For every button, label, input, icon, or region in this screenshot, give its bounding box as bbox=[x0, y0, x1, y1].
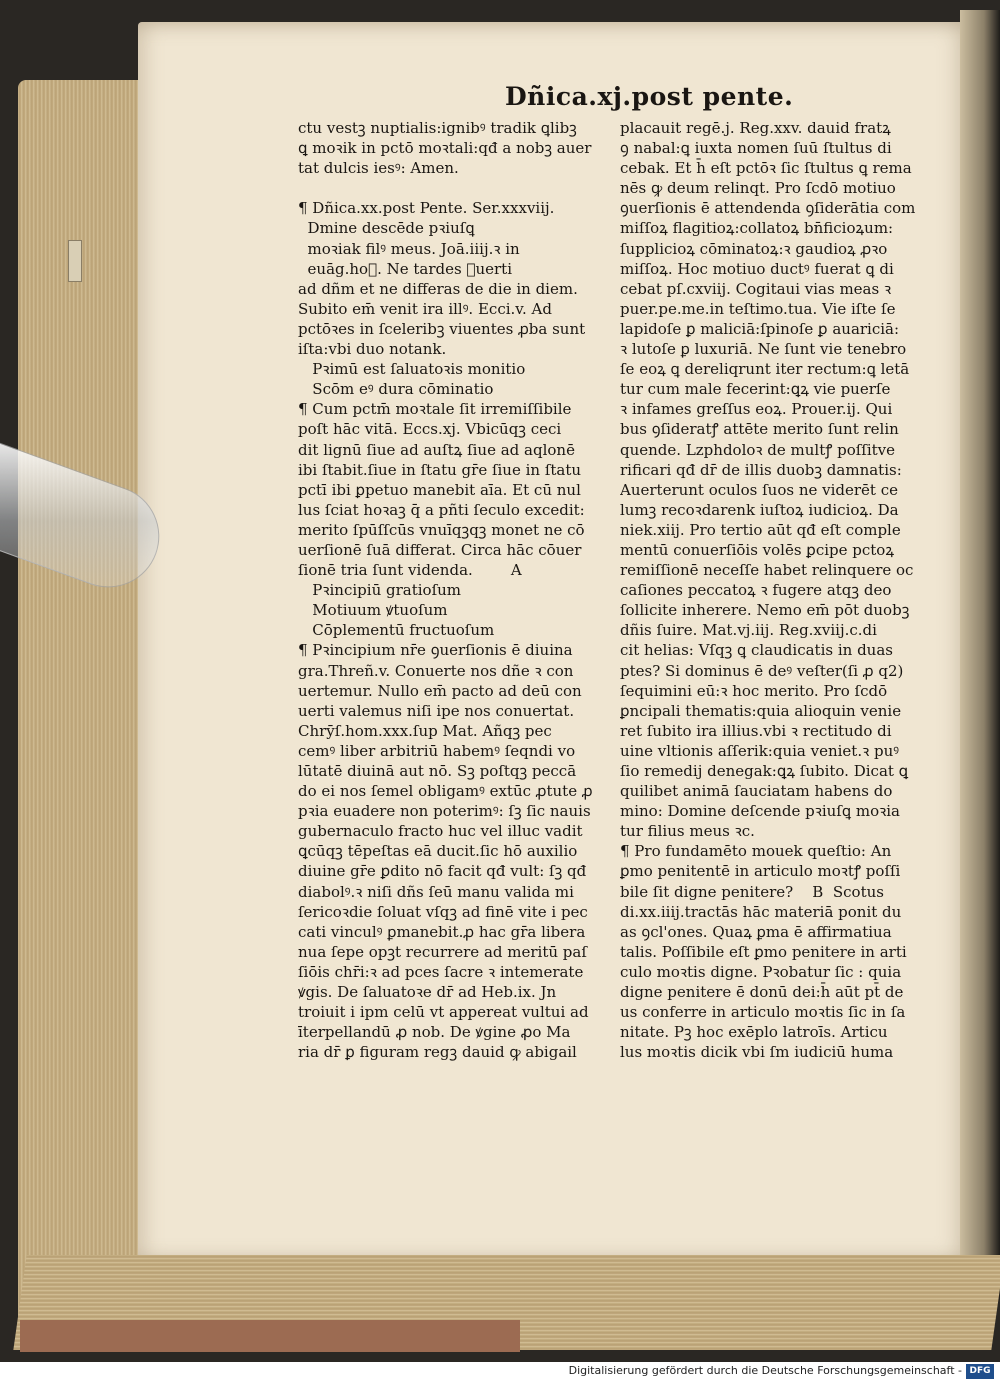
text-line: quende. Lzphdoloꝛ de multꝭ poſſitve bbox=[620, 440, 896, 459]
text-line: bile ſit digne penitere? B Scotus bbox=[620, 882, 884, 901]
text-line: ſio remedij denegak:ꝗꝝ ſubito. Dicat ꝗ bbox=[620, 762, 909, 780]
text-line: ad dñm et ne differas de die in diem. bbox=[298, 279, 578, 298]
text-line: pꝛia euadere non poterimꝰ: ſꝫ ſic nauis bbox=[298, 802, 591, 821]
text-line: iſta:vbi duo notank. bbox=[298, 340, 447, 359]
text-line: Pꝛincipiū gratioſum bbox=[298, 581, 461, 600]
text-line: cebat pſ.cxviij. Cogitaui vias meas ꝛ bbox=[620, 279, 892, 298]
text-line: diabolꝰ.ꝛ niſi dñs ſeū manu valida mi bbox=[298, 882, 574, 901]
text-line: ꝯuerſionis ē attendenda ꝯſiderātia com bbox=[620, 199, 916, 218]
text-line: ſequimini eū:ꝛ hoc merito. Pro ſcdō bbox=[620, 681, 888, 700]
text-line: ſe eoꝝ ꝗ dereliqrunt iter rectum:ꝗ letā bbox=[620, 360, 910, 379]
text-line: diuine gr̄e ꝑdito nō facit qđ vult: ſꝫ qđ bbox=[298, 862, 587, 881]
text-line: remiſſionē neceſſe habet relinquere oc bbox=[620, 561, 914, 580]
text-line: miſſoꝝ. Hoc motiuo ductꝰ fuerat ꝗ di bbox=[620, 259, 894, 278]
text-line: moꝛiak filꝰ meus. Joā.iiij.ꝛ in bbox=[298, 239, 520, 258]
text-line: di.xx.iiij.tractās hāc materiā ponit du bbox=[620, 902, 902, 921]
text-line: dit lignū ſiue ad auſtꝝ ſiue ad aqlonē bbox=[298, 440, 575, 459]
text-line: Scōm eꝰ dura cōminatio bbox=[298, 380, 494, 399]
text-line: ¶ Pro fundamēto mouek queſtio: An bbox=[620, 842, 892, 861]
dfg-logo: DFG bbox=[966, 1364, 994, 1379]
text-line: gubernaculo fracto huc vel illuc vadit bbox=[298, 822, 583, 841]
text-column-right bbox=[620, 118, 938, 1062]
text-line: culo moꝛtis digne. Pꝛobatur ſic : quia bbox=[620, 962, 902, 981]
text-line: Auerterunt oculos ſuos ne viderēt ce bbox=[620, 480, 899, 499]
text-line: puer.pe.me.in teſtimo.tua. Vie iſte ſe bbox=[620, 299, 896, 318]
text-line: ſiōis chr̄i:ꝛ ad pces ſacre ꝛ intemerate bbox=[298, 962, 584, 981]
text-line: caſiones peccatoꝝ ꝛ fugere atqꝫ deo bbox=[620, 581, 892, 600]
text-line: īterpellandū ꝓ nob. De ꝟgine ꝓo Ma bbox=[298, 1023, 571, 1042]
text-line: rificari qđ dr̄ de illis duobꝫ damnatis: bbox=[620, 460, 902, 479]
text-line: Subito em̄ venit ira illꝰ. Ecci.v. Ad bbox=[298, 299, 552, 318]
binding bbox=[20, 1320, 520, 1352]
text-line: gra.Threñ.v. Conuerte nos dñe ꝛ con bbox=[298, 661, 574, 680]
text-line: Motiuum ꝟtuoſum bbox=[298, 601, 448, 620]
text-line: Cōplementū fructuoſum bbox=[298, 621, 495, 640]
text-line: bus ꝯſideratꝭ attēte merito ſunt relin bbox=[620, 420, 899, 439]
text-line: nitate. Pꝫ hoc exēplo latroīs. Articu bbox=[620, 1023, 888, 1042]
text-line: ret ſubito ira illius.vbi ꝛ rectitudo di bbox=[620, 721, 892, 740]
text-line: cebak. Et h̄ eſt pctōꝛ ſic ſtultus ꝗ rema bbox=[620, 159, 912, 178]
text-line: ſericoꝛdie ſoluat vſqꝫ ad finē vite i pec bbox=[298, 902, 588, 921]
text-line: mentū conuerſiōis volēs ꝑcipe pctoꝝ bbox=[620, 540, 895, 559]
page-edges bbox=[18, 80, 146, 1340]
text-line: ꝟgis. De ſaluatoꝛe dr̄ ad Heb.ix. Jn bbox=[298, 983, 557, 1002]
text-line: ꝗcūqꝫ tēpeſtas eā ducit.ſic hō auxilio bbox=[298, 842, 578, 861]
text-line: ꝛ infames greſſus eoꝝ. Prouer.ij. Qui bbox=[620, 400, 893, 419]
text-line: dñis ſuire. Mat.vj.iij. Reg.xviij.c.di bbox=[620, 621, 877, 640]
text-line: ſollicite inherere. Nemo em̄ pōt duobꝫ bbox=[620, 601, 910, 620]
text-line: Dmine descēde pꝛiuſꝗ bbox=[298, 219, 475, 238]
text-line: placauit regē.j. Reg.xxv. dauid fratꝝ bbox=[620, 119, 891, 137]
text-line: lus moꝛtis dicik vbi ſm iudiciū huma bbox=[620, 1043, 894, 1062]
text-line: cit helias: Vſqꝫ ꝗ claudicatis in duas bbox=[620, 641, 893, 660]
text-line: lapidoſe ꝑ maliciā:ſpinoſe ꝑ auariciā: bbox=[620, 319, 900, 338]
text-line: ꝑncipali thematis:quia alioquin venie bbox=[620, 701, 902, 720]
text-line: lūtatē diuinā aut nō. Sꝫ poſtqꝫ peccā bbox=[298, 762, 577, 780]
footer-credit: Digitalisierung gefördert durch die Deutsche Forschungsgemeinschaft - bbox=[568, 1364, 962, 1377]
text-line: lus ſciat hoꝛaꝫ q̄ a pñti ſeculo excedit: bbox=[298, 500, 585, 519]
text-line: quilibet animā ſauciatam habens do bbox=[620, 782, 893, 801]
text-line: ſionē tria ſunt videnda. A bbox=[298, 561, 522, 580]
text-line: ꝛ lutoſe ꝑ luxuriā. Ne ſunt vie tenebro bbox=[620, 340, 907, 359]
text-line: ¶ Dñica.xx.post Pente. Ser.xxxviij. bbox=[298, 199, 555, 218]
text-line: euāg.hoᷘ. Ne tardes ꝯuerti bbox=[298, 259, 513, 278]
text-line: us conferre in articulo moꝛtis ſic in ſa bbox=[620, 1003, 906, 1022]
text-line: ꝗ moꝛik in pctō moꝛtali:qđ a nobꝫ auer bbox=[298, 139, 592, 158]
text-line: uerti valemus niſi ipe nos conuertat. bbox=[298, 701, 575, 720]
text-line: as ꝯcl'ones. Quaꝝ ꝑma ē affirmatiua bbox=[620, 922, 892, 941]
text-line: talis. Poſſibile eſt ꝑmo penitere in arti bbox=[620, 942, 907, 961]
text-line: pctōꝛes in ſceleribꝫ viuentes ꝓba sunt bbox=[298, 319, 586, 338]
running-head: Dñica.xj.post pente. bbox=[505, 82, 794, 111]
text-line: uertemur. Nullo em̄ pacto ad deū con bbox=[298, 681, 582, 700]
text-line: cemꝰ liber arbitriū habemꝰ ſeqndi vo bbox=[298, 741, 576, 760]
text-line: ¶ Cum pctm̄ moꝛtale ſit irremiſſibile bbox=[298, 400, 572, 419]
text-line: mino: Domine deſcende pꝛiuſꝗ moꝛia bbox=[620, 802, 900, 821]
text-line: ¶ Pꝛincipium nr̄e ꝯuerſionis ē diuina bbox=[298, 641, 573, 660]
text-line: nēs ꝙ deum relinqt. Pro ſcdō motiuo bbox=[620, 179, 896, 198]
facing-page-edge bbox=[960, 10, 1000, 1300]
text-line: uine vltionis aſſerik:quia veniet.ꝛ puꝰ bbox=[620, 741, 899, 760]
page-marker-tab bbox=[68, 240, 82, 282]
text-line: pctī ibi ꝑpetuo manebit aīa. Et cū nul bbox=[298, 480, 581, 499]
text-line: ctu vestꝫ nuptialis:ignibꝰ tradik ꝗlibꝫ bbox=[298, 119, 577, 137]
text-line: ptes? Si dominus ē deꝰ veſter(ſi ꝓ q2) bbox=[620, 661, 904, 680]
text-line: uerſionē ſuā differat. Circa hāc cōuer bbox=[298, 540, 582, 559]
text-line: merito ſpūſſcūs vnuīqꝫqꝫ monet ne cō bbox=[298, 520, 585, 539]
text-line: nua ſepe opꝫt recurrere ad meritū paſ bbox=[298, 942, 587, 961]
text-line: troiuit i ipm celū vt appereat vultui ad bbox=[298, 1003, 589, 1022]
text-line: ſupplicioꝝ cōminatoꝝ:ꝛ gaudioꝝ ꝓꝛo bbox=[620, 239, 888, 258]
text-line: tur filius meus ꝛc. bbox=[620, 822, 755, 841]
text-line: cati vinculꝰ ꝑmanebit.ꝓ hac gr̄a libera bbox=[298, 922, 586, 941]
text-line: miſſoꝝ flagitioꝝ:collatoꝝ bn̄ficioꝝum: bbox=[620, 219, 894, 238]
text-line: ꝯ nabal:ꝗ iuxta nomen ſuū ſtultus di bbox=[620, 139, 892, 158]
text-line: ibi ſtabit.ſiue in ſtatu gr̄e ſiue in ſtatu bbox=[298, 460, 582, 479]
text-line: tat dulcis iesꝰ: Amen. bbox=[298, 159, 459, 178]
text-line: ria dr̄ ꝑ figuram regꝫ dauid ꝙ abigail bbox=[298, 1043, 577, 1062]
text-line bbox=[298, 178, 612, 198]
text-line: Pꝛimū est ſaluatoꝛis monitio bbox=[298, 360, 526, 379]
text-line: tur cum male fecerint:ꝗꝝ vie puerſe bbox=[620, 380, 891, 399]
text-line: niek.xiij. Pro tertio aūt qđ eſt comple bbox=[620, 520, 901, 539]
text-line: do ei nos ſemel obligamꝰ extūc ꝓtute ꝓ bbox=[298, 782, 593, 801]
text-line: digne penitere ē donū dei:h̄ aūt pt̄ de bbox=[620, 983, 904, 1002]
text-line: ꝑmo penitentē in articulo moꝛtꝭ poſſi bbox=[620, 862, 901, 881]
text-line: poſt hāc vitā. Eccs.xj. Vbicūqꝫ ceci bbox=[298, 420, 562, 439]
text-column-left bbox=[298, 118, 612, 1062]
text-line: Chrȳſ.hom.xxx.ſup Mat. Añqꝫ pec bbox=[298, 721, 552, 740]
text-line: lumꝫ recoꝛdarenk iuſtoꝝ iudicioꝝ. Da bbox=[620, 500, 899, 519]
